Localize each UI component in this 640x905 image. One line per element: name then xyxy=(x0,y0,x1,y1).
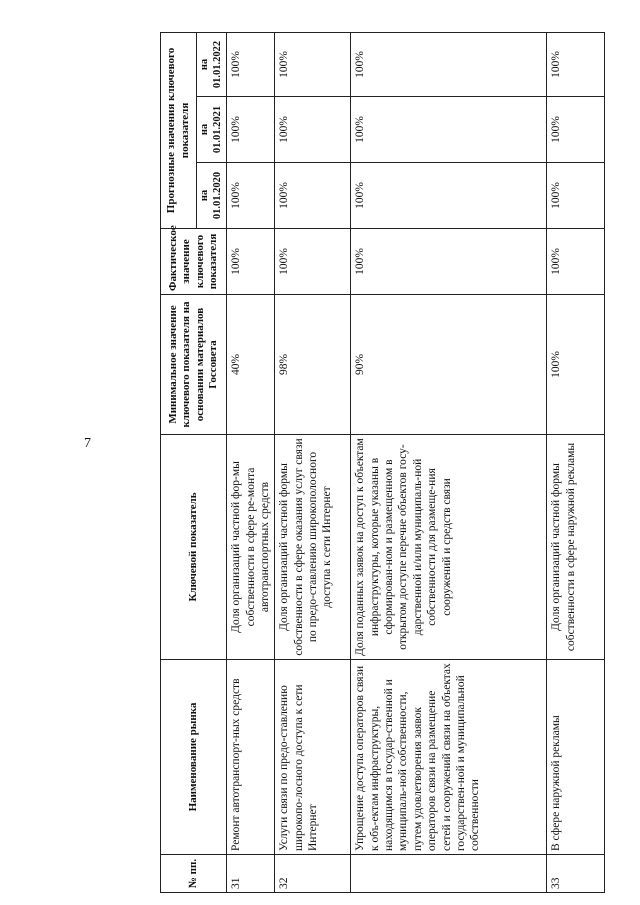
header-forecast-2022: на 01.01.2022 xyxy=(197,32,227,96)
row-indicator: Доля организаций частной формы собственности в сфере наружной рекламы xyxy=(547,435,605,660)
row-min-value: 40% xyxy=(227,295,275,435)
row-forecast-2021: 100% xyxy=(547,97,605,163)
row-forecast-2020: 100% xyxy=(227,163,275,229)
table-row xyxy=(275,32,351,892)
table-row xyxy=(351,32,547,892)
row-forecast-2022: 100% xyxy=(227,32,275,96)
header-actual: Фактическое значение ключевого показателя xyxy=(161,229,227,295)
header-forecast-2021: на 01.01.2021 xyxy=(197,97,227,163)
row-indicator: Доля организаций частной фор-мы собственности в сфере ре-монта автотранспортных средств xyxy=(227,435,275,660)
header-forecast-2020: на 01.01.2020 xyxy=(197,163,227,229)
row-forecast-2022: 100% xyxy=(547,32,605,96)
row-market: Услуги связи по предо-ставлению широкопо-лосного доступа к сети Интернет xyxy=(275,660,351,855)
row-num: 33 xyxy=(547,855,605,893)
row-forecast-2020: 100% xyxy=(547,163,605,229)
row-min-value: 100% xyxy=(547,295,605,435)
header-forecast: Прогнозные значения ключевого показателя xyxy=(161,32,197,228)
row-num xyxy=(351,855,547,893)
table-row xyxy=(227,32,275,892)
header-indicator: Ключевой показатель xyxy=(161,435,227,660)
row-actual: 100% xyxy=(351,229,547,295)
page-number: 7 xyxy=(84,436,91,451)
row-actual: 100% xyxy=(275,229,351,295)
row-actual: 100% xyxy=(227,229,275,295)
row-forecast-2022: 100% xyxy=(275,32,351,96)
header-min-value: Минимальное значение ключевого показателя на основании материалов Госсовета xyxy=(161,295,227,435)
row-market: Упрощение доступа операторов связи к объ-ектам инфраструктуры, находящимся в государ-ственной и муниципаль-ной собственности, путем удовлетворения заявок операторов связи на размещение сетей и сооружений связи на объектах государствен-ной и муниципальной собственности xyxy=(351,660,547,855)
row-market: В сфере наружной рекламы xyxy=(547,660,605,855)
row-num: 31 xyxy=(227,855,275,893)
row-min-value: 90% xyxy=(351,295,547,435)
row-indicator: Доля организаций частной формы собственности в сфере оказания услуг связи по предо-ставлению широкополосного доступа к сети Интернет xyxy=(275,435,351,660)
row-market: Ремонт автотранспорт-ных средств xyxy=(227,660,275,855)
row-actual: 100% xyxy=(547,229,605,295)
key-indicators-table xyxy=(160,32,605,893)
row-forecast-2021: 100% xyxy=(351,97,547,163)
row-forecast-2021: 100% xyxy=(227,97,275,163)
header-market: Наименование рынка xyxy=(161,660,227,855)
row-forecast-2020: 100% xyxy=(275,163,351,229)
rotated-table-wrapper xyxy=(160,33,602,893)
header-num: № пп. xyxy=(161,855,227,893)
row-indicator: Доля поданных заявок на доступ к объектам инфраструктуры, которые указаны в сформирован-ном и размещенном в открытом доступе перечне объектов госу-дарственной и/или муниципаль-ной собственности для размеще-ния сооружений и средств связи xyxy=(351,435,547,660)
row-forecast-2022: 100% xyxy=(351,32,547,96)
row-num: 32 xyxy=(275,855,351,893)
row-min-value: 98% xyxy=(275,295,351,435)
row-forecast-2020: 100% xyxy=(351,163,547,229)
table-row xyxy=(547,32,605,892)
row-forecast-2021: 100% xyxy=(275,97,351,163)
